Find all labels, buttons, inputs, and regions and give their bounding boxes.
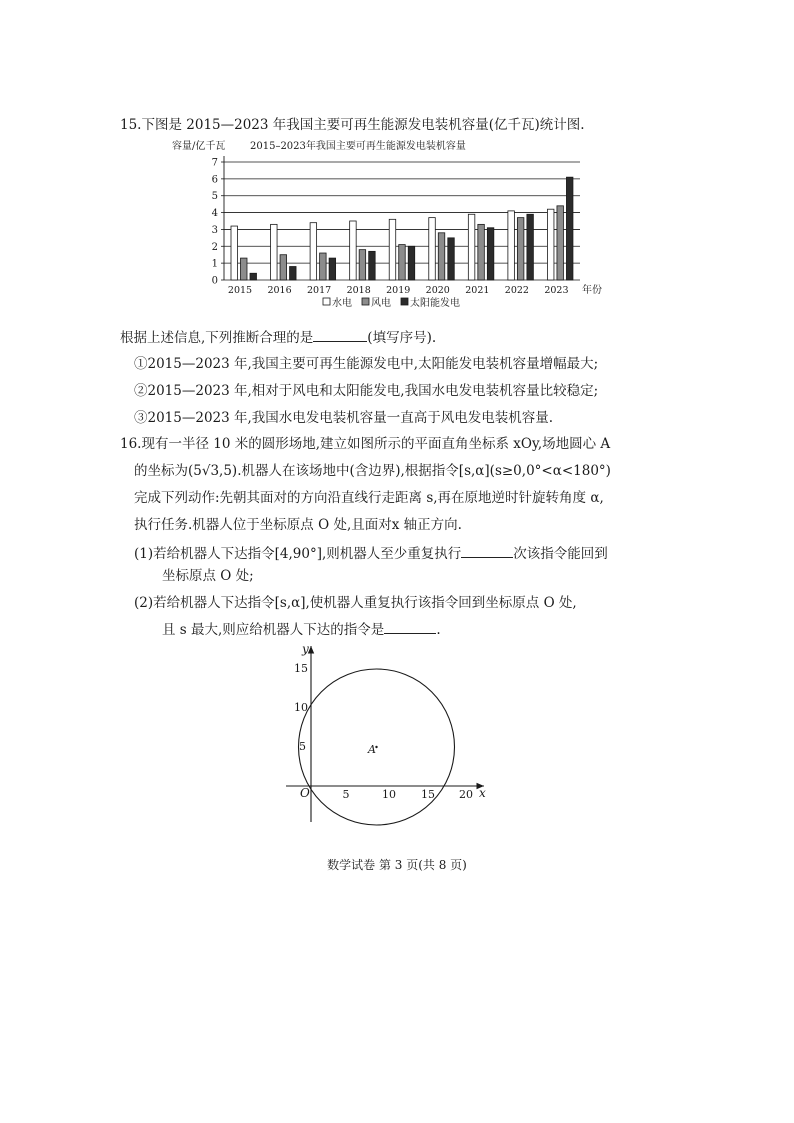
bar-水电: [231, 226, 238, 280]
x-tick-label: 2022: [504, 285, 529, 296]
y-tick-label: 6: [211, 174, 218, 186]
page-footer: 数学试卷 第 3 页(共 8 页): [327, 858, 467, 872]
legend-swatch: [401, 298, 408, 305]
x-tick-label: 2020: [425, 285, 450, 296]
legend-label: 水电: [332, 298, 352, 309]
bar-风电: [517, 218, 524, 280]
q15-stem: 15.下图是 2015—2023 年我国主要可再生能源发电装机容量(亿千瓦)统计图.: [120, 117, 585, 133]
bar-风电: [359, 250, 366, 280]
bar-水电: [468, 214, 475, 280]
bar-风电: [241, 258, 248, 280]
bar-风电: [478, 224, 485, 280]
x-tick-label: 10: [382, 788, 396, 801]
x-tick-label: 5: [342, 788, 350, 801]
bar-水电: [271, 224, 278, 280]
y-tick-label: 3: [211, 224, 218, 236]
q16-sub2-cont: [162, 619, 441, 639]
y-tick-label: 15: [294, 662, 308, 675]
y-tick-label: 2: [211, 241, 218, 253]
y-tick-label: 10: [294, 701, 308, 714]
legend-label: 太阳能发电: [410, 298, 460, 309]
q15-question: [120, 327, 436, 347]
bar-水电: [310, 223, 317, 280]
q16-sub1: [134, 543, 608, 563]
x-tick-label: 15: [421, 788, 435, 801]
bar-太阳能发电: [408, 246, 415, 280]
bar-风电: [320, 253, 327, 280]
q16-sub1-text: (1)若给机器人下达指令[4,90°],则机器人至少重复执行: [134, 546, 462, 562]
x-axis-label: x: [479, 786, 486, 800]
bar-chart-svg: [160, 136, 610, 321]
bar-太阳能发电: [250, 273, 257, 280]
legend-swatch: [362, 298, 369, 305]
q16-line-2: 的坐标为(5√3,5).机器人在该场地中(含边界),根据指令[s,α](s≥0,0°<α<180°): [134, 463, 611, 479]
q16-sub2-text: 且 s 最大,则应给机器人下达的指令是: [162, 622, 385, 638]
q15-question-text: 根据上述信息,下列推断合理的是: [120, 330, 314, 346]
y-tick-label: 7: [211, 157, 218, 169]
x-tick-label: 2016: [267, 285, 292, 296]
bar-风电: [438, 233, 445, 280]
bar-风电: [557, 206, 564, 280]
y-tick-label: 5: [211, 191, 218, 203]
q16-sub2-tail: .: [436, 622, 441, 638]
bar-水电: [350, 221, 357, 280]
x-tick-label: 2023: [544, 285, 569, 296]
y-tick-label: 5: [299, 740, 306, 753]
origin-label: O: [300, 786, 310, 800]
q15-question-tail: (填写序号).: [367, 330, 437, 346]
q16-line-3: 完成下列动作:先朝其面对的方向沿直线行走距离 s,再在原地逆时针旋转角度 α,: [134, 490, 604, 506]
answer-blank[interactable]: [313, 327, 367, 342]
y-tick-label: 4: [211, 208, 218, 220]
bar-太阳能发电: [448, 238, 455, 280]
q16-line-1: 16.现有一半径 10 米的圆形场地,建立如图所示的平面直角坐标系 xOy,场地圆心 A: [120, 436, 611, 452]
bar-太阳能发电: [329, 258, 336, 280]
answer-blank[interactable]: [384, 619, 436, 634]
x-tick-label: 2021: [465, 285, 490, 296]
x-tick-label: 2019: [386, 285, 411, 296]
chart-ylabel: 容量/亿千瓦: [172, 141, 226, 152]
coordinate-svg: [270, 640, 500, 830]
q15-option-1: ①2015—2023 年,我国主要可再生能源发电中,太阳能发电装机容量增幅最大;: [134, 356, 599, 372]
bar-太阳能发电: [290, 267, 297, 280]
bar-太阳能发电: [566, 177, 573, 280]
q16-sub2: (2)若给机器人下达指令[s,α],使机器人重复执行该指令回到坐标原点 O 处,: [134, 595, 577, 611]
coordinate-figure: [270, 640, 500, 830]
bar-太阳能发电: [369, 251, 376, 280]
x-tick-label: 2017: [307, 285, 332, 296]
bar-水电: [508, 211, 515, 280]
legend-label: 风电: [371, 298, 391, 309]
chart-title: 2015–2023年我国主要可再生能源发电装机容量: [250, 141, 466, 152]
chart-xlabel: 年份: [582, 285, 602, 296]
x-tick-label: 2015: [227, 285, 253, 296]
q16-sub1-cont: 坐标原点 O 处;: [162, 568, 254, 584]
center-label: A: [368, 743, 376, 756]
legend-swatch: [323, 298, 330, 305]
bar-水电: [547, 209, 554, 280]
bar-水电: [389, 219, 396, 280]
x-tick-label: 20: [459, 788, 473, 801]
bar-太阳能发电: [527, 214, 534, 280]
bar-chart: [160, 136, 610, 321]
q16-sub1-tail: 次该指令能回到: [513, 546, 608, 562]
answer-blank[interactable]: [461, 543, 513, 558]
q15-option-2: ②2015—2023 年,相对于风电和太阳能发电,我国水电发电装机容量比较稳定;: [134, 383, 599, 399]
y-axis-label: y: [302, 642, 309, 656]
q15-option-3: ③2015—2023 年,我国水电发电装机容量一直高于风电发电装机容量.: [134, 410, 554, 426]
bar-太阳能发电: [487, 228, 494, 280]
bar-风电: [399, 245, 406, 280]
y-tick-label: 1: [211, 258, 218, 270]
bar-水电: [429, 218, 436, 280]
x-tick-label: 2018: [346, 285, 371, 296]
y-tick-label: 0: [211, 275, 218, 287]
bar-风电: [280, 255, 287, 280]
q16-line-4: 执行任务.机器人位于坐标原点 O 处,且面对x 轴正方向.: [134, 517, 462, 533]
